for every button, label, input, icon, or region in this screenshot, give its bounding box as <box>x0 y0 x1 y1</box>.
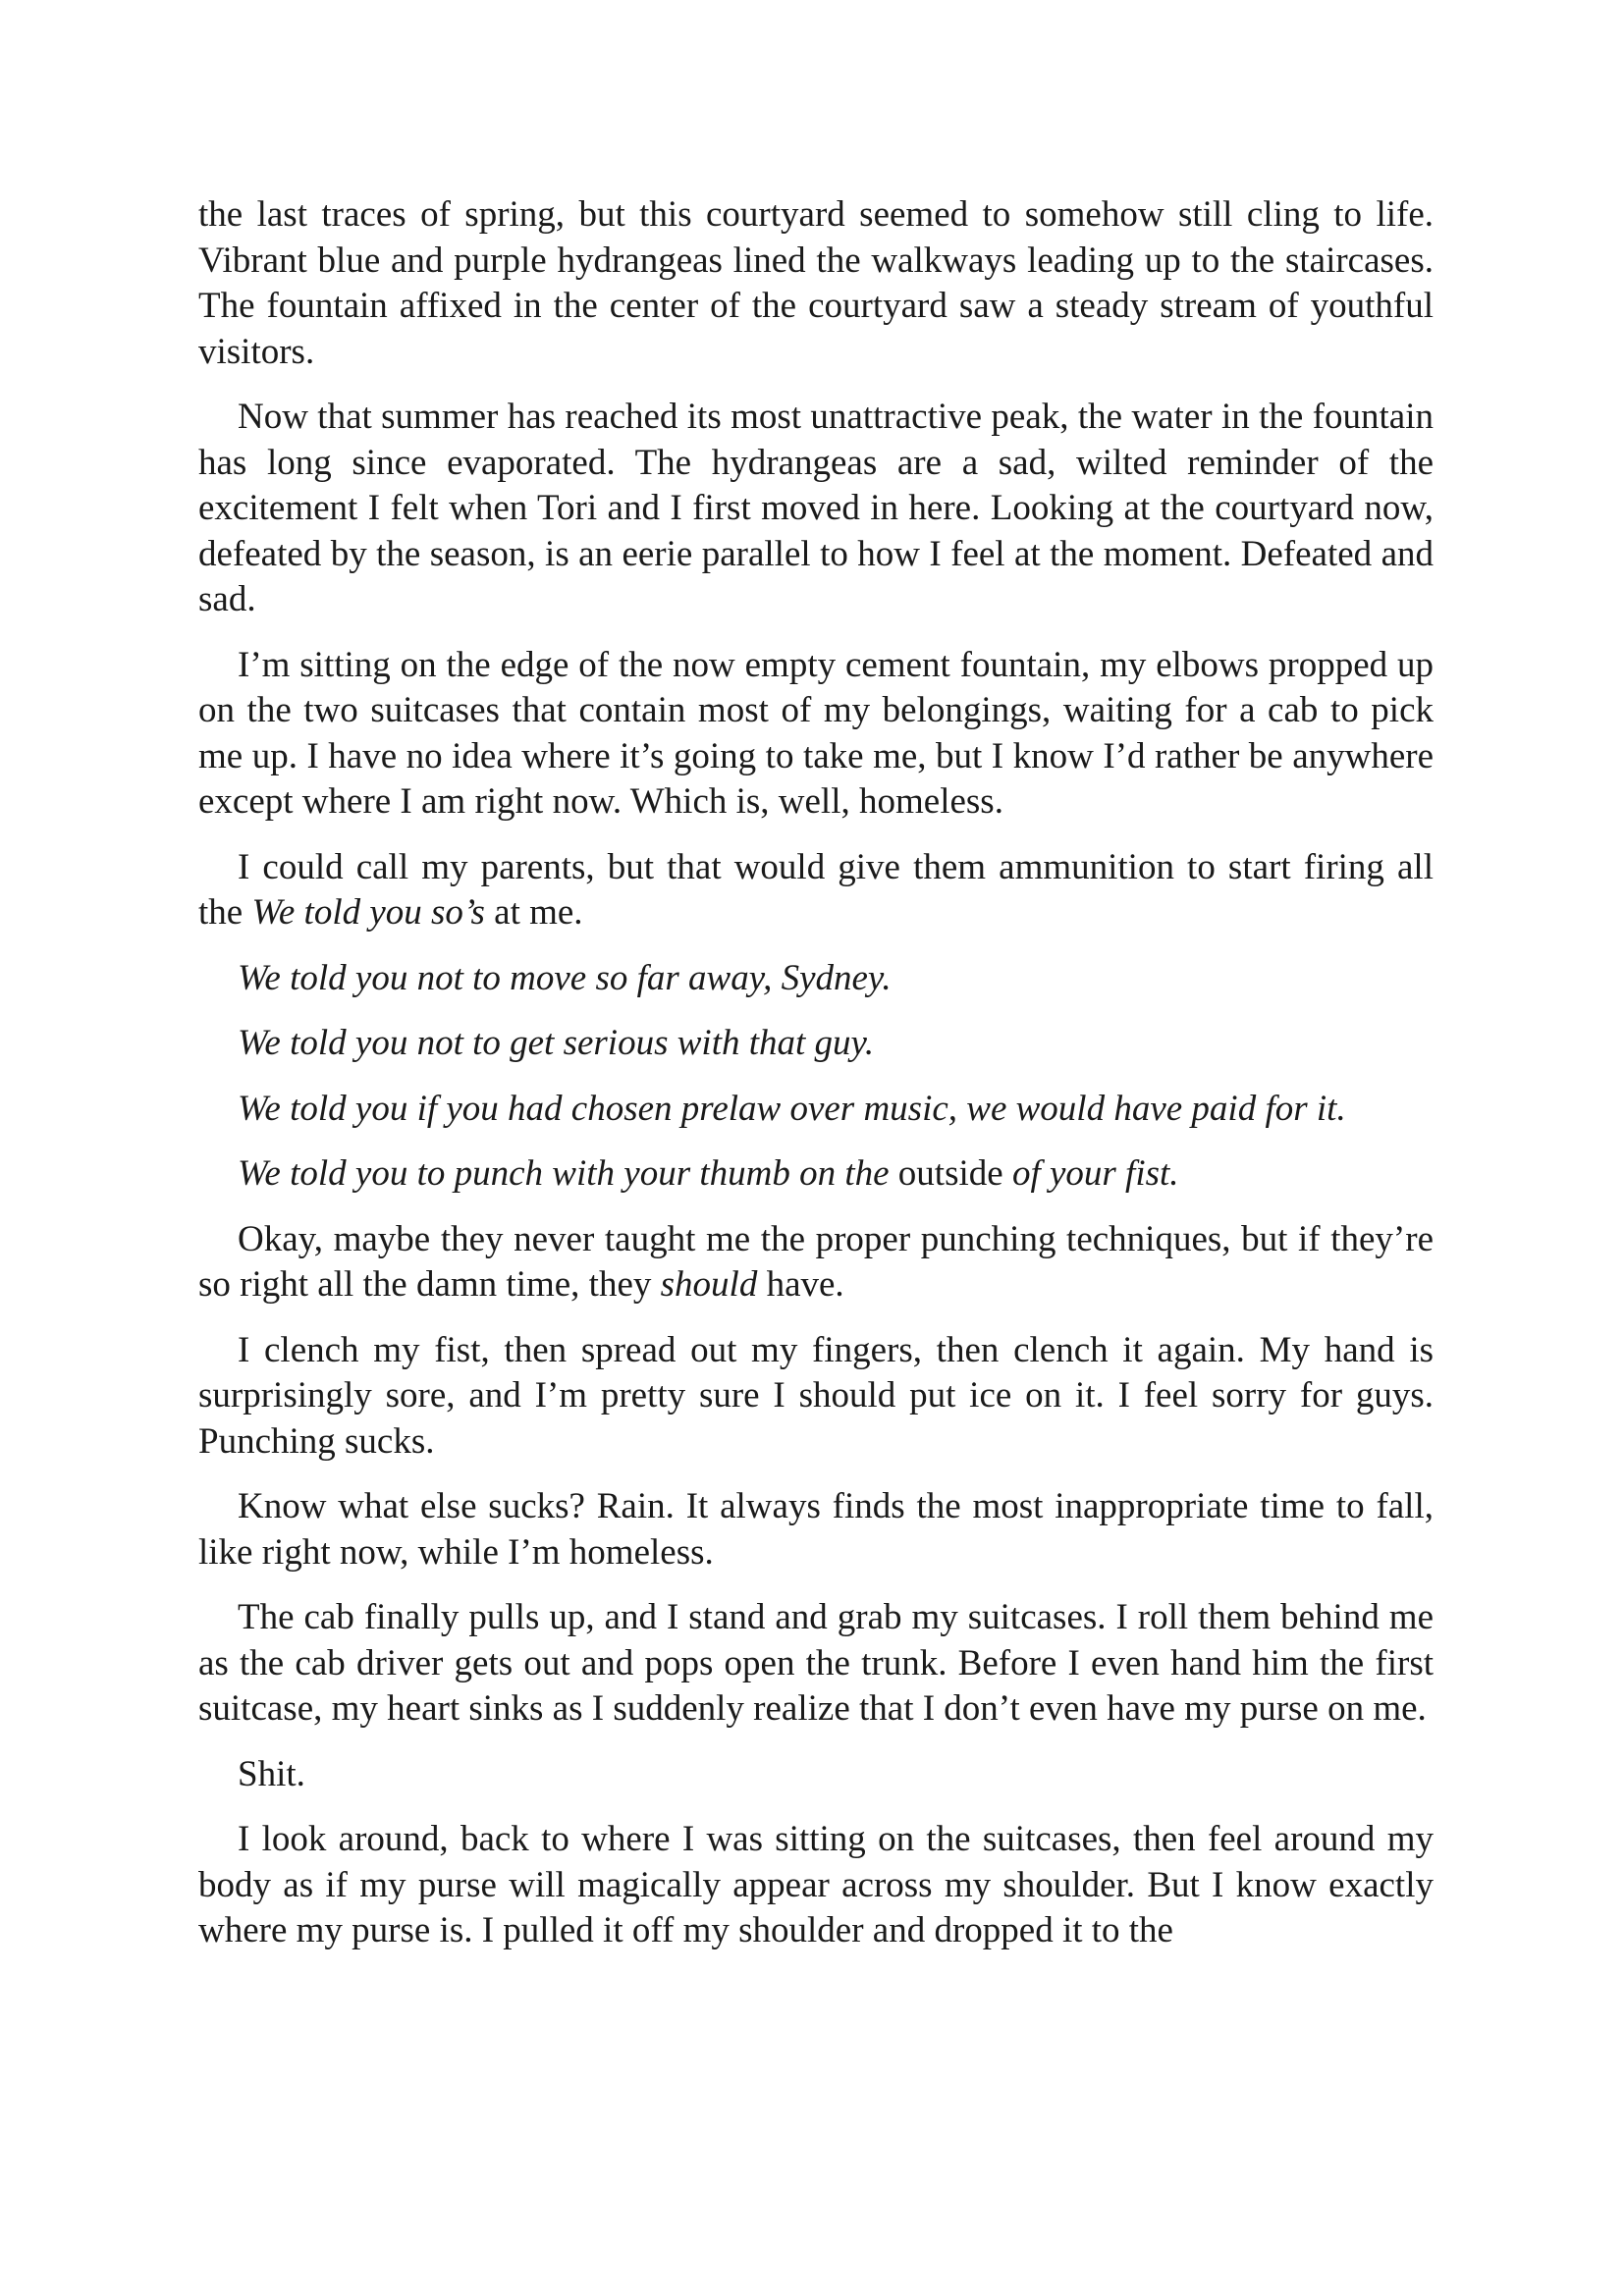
italic-text: should <box>660 1264 758 1305</box>
paragraph <box>198 845 1434 936</box>
paragraph-text: Now that summer has reached its most unattractive peak, the water in the fountain has long since evaporated. The hydrangeas are a sad, wilted reminder of the excitement I felt when Tori and I first moved in here. Looking at the courtyard now, defeated by the season, is an eerie parallel to how I feel at the moment. Defeated and sad. <box>198 397 1434 619</box>
italic-text: We told you so’s <box>251 892 485 933</box>
italic-text: We told you to punch with your thumb on the <box>238 1153 898 1194</box>
book-page <box>198 192 1434 1974</box>
paragraph <box>198 1752 1434 1798</box>
italic-text: We told you not to move so far away, Sydney. <box>238 957 892 998</box>
paragraph <box>198 1484 1434 1575</box>
paragraph-text: have. <box>757 1264 844 1305</box>
paragraph-text: Okay, maybe they never taught me the proper punching techniques, but if they’re so right all the damn time, they <box>198 1218 1434 1305</box>
paragraph <box>198 395 1434 623</box>
paragraph <box>198 1595 1434 1733</box>
italic-text: of your fist. <box>1002 1153 1179 1194</box>
paragraph <box>198 1217 1434 1308</box>
paragraph-text: I clench my fist, then spread out my fingers, then clench it again. My hand is surprisingly sore, and I’m pretty sure I should put ice on it. I feel sorry for guys. Punching sucks. <box>198 1329 1434 1462</box>
paragraph <box>198 1328 1434 1466</box>
paragraph-text: I look around, back to where I was sitting on the suitcases, then feel around my body as if my purse will magically appear across my shoulder. But I know exactly where my purse is. I pulled it off my shoulder and dropped it to the <box>198 1819 1434 1950</box>
paragraph-text: I could call my parents, but that would give them ammunition to start firing all the <box>198 846 1434 933</box>
paragraph <box>198 1021 1434 1067</box>
paragraph-text: I’m sitting on the edge of the now empty cement fountain, my elbows propped up on the two suitcases that contain most of my belongings, waiting for a cab to pick me up. I have no idea where it’s going to take me, but I know I’d rather be anywhere except where I am right now. Which is, well, homeless. <box>198 644 1434 822</box>
paragraph-text: Know what else sucks? Rain. It always finds the most inappropriate time to fall, like right now, while I’m homeless. <box>198 1486 1434 1573</box>
paragraph <box>198 192 1434 375</box>
paragraph <box>198 1151 1434 1198</box>
paragraph-text: outside <box>897 1153 1003 1194</box>
paragraph <box>198 1817 1434 1954</box>
italic-text: We told you not to get serious with that guy. <box>238 1023 875 1063</box>
italic-text: We told you if you had chosen prelaw over music, we would have paid for it. <box>238 1088 1346 1129</box>
paragraph-text: at me. <box>484 892 583 933</box>
paragraph <box>198 643 1434 826</box>
paragraph <box>198 956 1434 1002</box>
text-body <box>198 192 1434 1954</box>
paragraph-text: The cab finally pulls up, and I stand and grab my suitcases. I roll them behind me as the cab driver gets out and pops open the trunk. Before I even hand him the first suitcase, my heart sinks as I suddenly realize that I don’t even have my purse on me. <box>198 1597 1434 1729</box>
paragraph-text: the last traces of spring, but this courtyard seemed to somehow still cling to life. Vibrant blue and purple hydrangeas lined the walkways leading up to the staircases. The fountain affixed in the center of the courtyard saw a steady stream of youthful visitors. <box>198 194 1434 372</box>
paragraph-text: Shit. <box>238 1753 305 1794</box>
paragraph <box>198 1087 1434 1133</box>
